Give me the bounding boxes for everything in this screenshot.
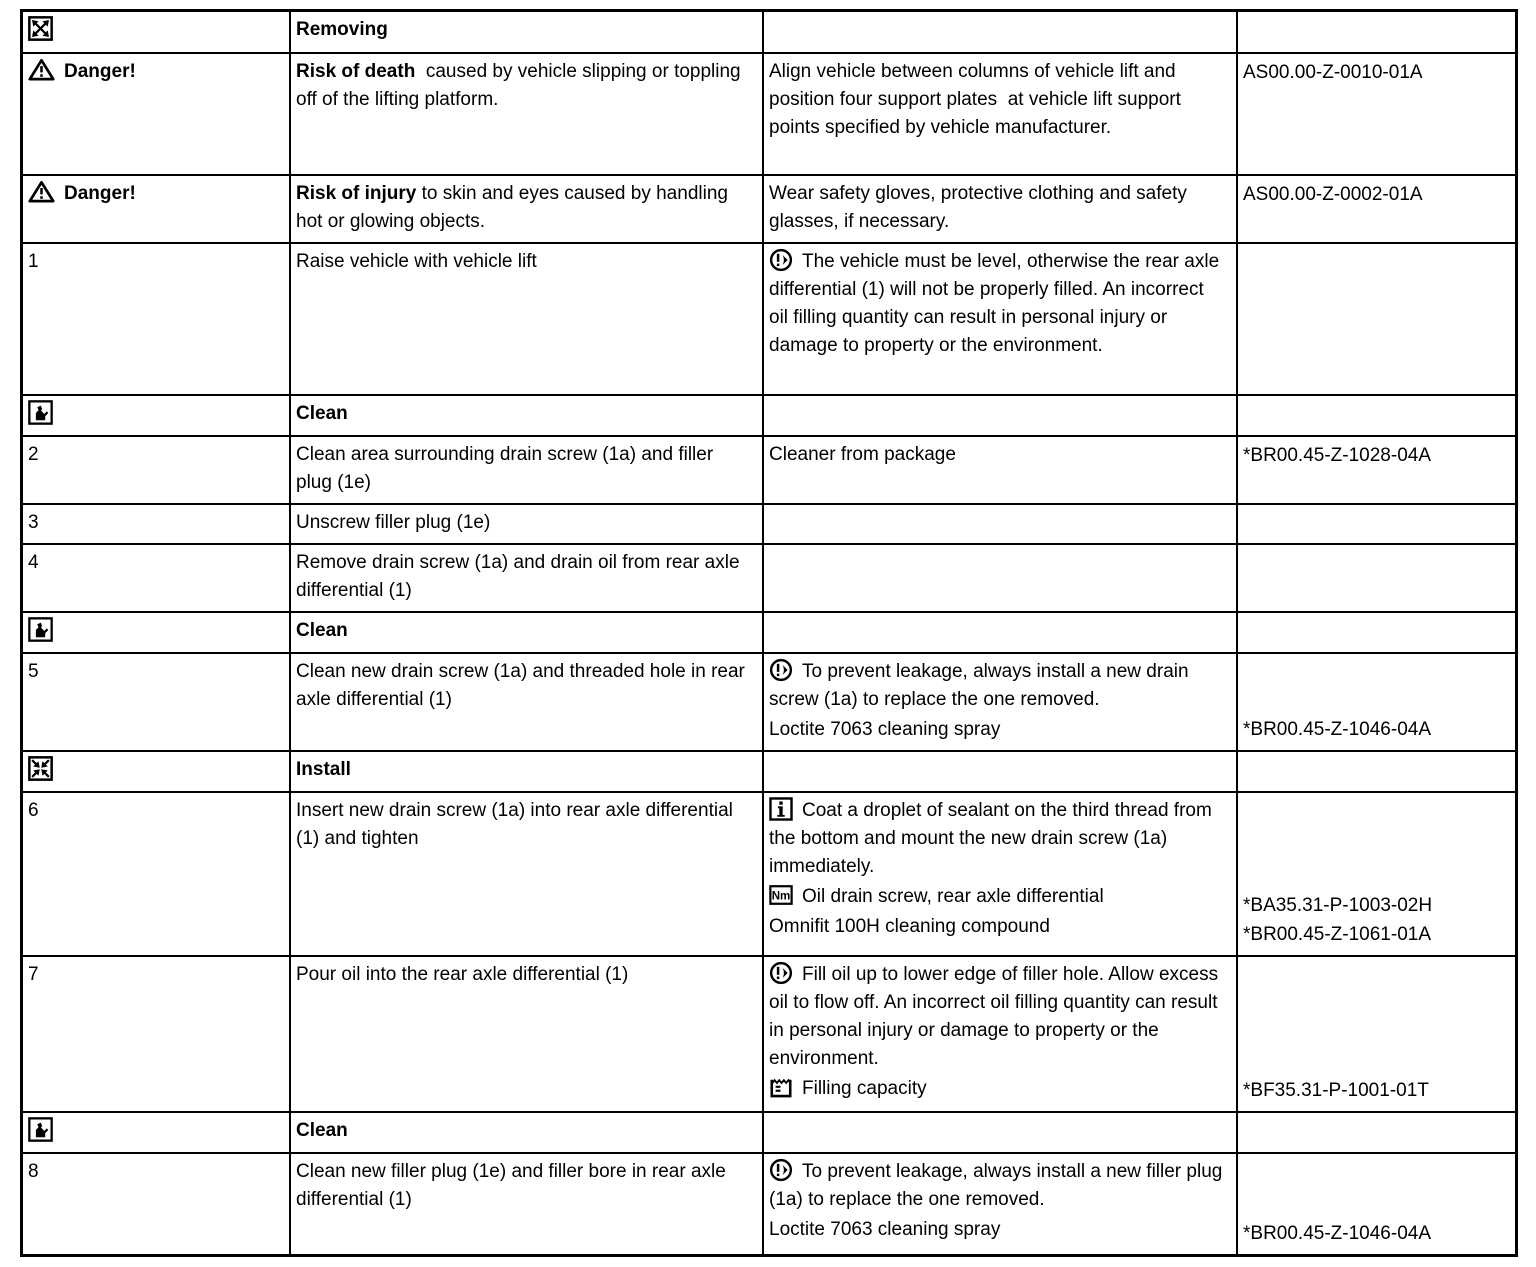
code-cell <box>1238 957 1515 1113</box>
section-title: Install <box>296 759 351 780</box>
step-number: 8 <box>28 1161 39 1182</box>
code-cell <box>1238 654 1515 752</box>
code-cell <box>1238 54 1515 176</box>
action-text <box>296 797 754 853</box>
document-code: AS00.00-Z-0010-01A <box>1243 62 1423 83</box>
procedure-row <box>23 505 1515 545</box>
section-row <box>23 396 1515 437</box>
action-segment: Clean area surrounding drain screw (1a) and filler plug (1e) <box>296 444 719 493</box>
action-text <box>296 658 754 714</box>
section-title: Removing <box>296 19 388 40</box>
action-segment: Clean new filler plug (1e) and filler bore in rear axle differential (1) <box>296 1161 732 1210</box>
info-block <box>769 913 1228 941</box>
info-cell <box>764 54 1238 176</box>
remove-arrows-icon <box>28 16 53 41</box>
clean-spray-icon <box>28 1117 53 1142</box>
attention-note-icon <box>769 1158 793 1182</box>
step-number: 2 <box>28 444 39 465</box>
step-number-cell <box>23 793 291 957</box>
info-block <box>769 180 1228 236</box>
section-title: Clean <box>296 403 348 424</box>
action-segment: Remove drain screw (1a) and drain oil from rear axle differential (1) <box>296 552 745 601</box>
code-list <box>1243 1219 1507 1248</box>
info-cell <box>764 396 1238 437</box>
info-cell <box>764 12 1238 54</box>
action-cell <box>291 957 764 1113</box>
danger-triangle-icon <box>28 58 55 82</box>
action-text <box>296 1158 754 1214</box>
code-cell <box>1238 12 1515 54</box>
action-segment: caused by vehicle slipping or toppling off of the lifting platform. <box>296 61 746 110</box>
info-text: Fill oil up to lower edge of filler hole. Allow excess oil to flow off. An incorrect oil filling quantity can result in personal injury or damage to property or the environment. <box>769 964 1224 1069</box>
action-cell <box>291 176 764 244</box>
code-cell <box>1238 437 1515 505</box>
action-segment: Risk of injury <box>296 183 417 204</box>
action-cell <box>291 505 764 545</box>
action-segment: Clean new drain screw (1a) and threaded hole in rear axle differential (1) <box>296 661 751 710</box>
procedure-row <box>23 545 1515 613</box>
info-cell <box>764 613 1238 654</box>
info-block <box>769 441 1228 469</box>
section-row <box>23 12 1515 54</box>
code-cell <box>1238 1154 1515 1254</box>
torque-nm-icon <box>769 883 793 907</box>
action-segment: Pour oil into the rear axle differential (1) <box>296 964 629 985</box>
procedure-row <box>23 654 1515 752</box>
code-cell <box>1238 244 1515 396</box>
document-code: *BR00.45-Z-1046-04A <box>1243 719 1431 740</box>
info-text: Cleaner from package <box>769 444 956 465</box>
info-text: Coat a droplet of sealant on the third thread from the bottom and mount the new drain screw (1a) immediately. <box>769 800 1218 877</box>
step-number: 4 <box>28 552 39 573</box>
step-number: 3 <box>28 512 39 533</box>
action-cell <box>291 793 764 957</box>
step-number-cell <box>23 654 291 752</box>
info-cell <box>764 176 1238 244</box>
action-cell <box>291 1113 764 1154</box>
filling-capacity-icon <box>769 1075 793 1099</box>
procedure-row <box>23 244 1515 396</box>
info-cell <box>764 793 1238 957</box>
document-code: *BF35.31-P-1001-01T <box>1243 1080 1429 1101</box>
section-icon-cell <box>23 752 291 793</box>
info-cell <box>764 545 1238 613</box>
info-block <box>769 658 1228 714</box>
attention-note-icon <box>769 248 793 272</box>
step-number-cell <box>23 505 291 545</box>
attention-note-icon <box>769 961 793 985</box>
document-code: *BR00.45-Z-1046-04A <box>1243 1223 1431 1244</box>
step-number: 5 <box>28 661 39 682</box>
info-text: To prevent leakage, always install a new filler plug (1a) to replace the one removed. <box>769 1161 1228 1210</box>
action-text <box>296 180 754 236</box>
info-block <box>769 797 1228 881</box>
info-text: Align vehicle between columns of vehicle lift and position four support plates at vehicle lift support points specified by vehicle manufacturer. <box>769 61 1187 138</box>
info-block <box>769 961 1228 1073</box>
action-segment: Risk of death <box>296 61 416 82</box>
action-cell <box>291 752 764 793</box>
info-cell <box>764 1113 1238 1154</box>
info-block <box>769 248 1228 360</box>
info-text: Omnifit 100H cleaning compound <box>769 916 1050 937</box>
action-text <box>296 549 754 605</box>
step-number-cell <box>23 437 291 505</box>
step-number-cell <box>23 1154 291 1254</box>
document-code: *BR00.45-Z-1061-01A <box>1243 924 1431 945</box>
action-cell <box>291 1154 764 1254</box>
action-segment: Insert new drain screw (1a) into rear axle differential (1) and tighten <box>296 800 739 849</box>
section-row <box>23 1113 1515 1154</box>
info-icon <box>769 797 793 821</box>
action-cell <box>291 613 764 654</box>
info-cell <box>764 752 1238 793</box>
step-number: 7 <box>28 964 39 985</box>
step-number: 6 <box>28 800 39 821</box>
code-cell <box>1238 752 1515 793</box>
procedure-row <box>23 793 1515 957</box>
danger-cell <box>23 176 291 244</box>
svg-text:Nm: Nm <box>771 890 791 903</box>
document-code: *BR00.45-Z-1028-04A <box>1243 445 1431 466</box>
code-cell <box>1238 505 1515 545</box>
action-cell <box>291 545 764 613</box>
code-cell <box>1238 545 1515 613</box>
attention-note-icon <box>769 658 793 682</box>
info-text: Loctite 7063 cleaning spray <box>769 1219 1001 1240</box>
code-cell <box>1238 1113 1515 1154</box>
danger-triangle-icon <box>28 180 55 204</box>
action-segment: to skin and eyes caused by handling hot or glowing objects. <box>296 183 734 232</box>
procedure-row <box>23 437 1515 505</box>
procedure-row <box>23 176 1515 244</box>
section-icon-cell <box>23 396 291 437</box>
action-text <box>296 441 754 497</box>
info-cell <box>764 244 1238 396</box>
info-text: Loctite 7063 cleaning spray <box>769 719 1001 740</box>
procedure-row <box>23 957 1515 1113</box>
action-segment: Raise vehicle with vehicle lift <box>296 251 537 272</box>
action-cell <box>291 244 764 396</box>
action-cell <box>291 12 764 54</box>
step-number-cell <box>23 244 291 396</box>
section-title: Clean <box>296 1120 348 1141</box>
section-icon-cell <box>23 613 291 654</box>
info-cell <box>764 505 1238 545</box>
procedure-row <box>23 54 1515 176</box>
document-code: AS00.00-Z-0002-01A <box>1243 184 1423 205</box>
info-block <box>769 1158 1228 1214</box>
action-segment: Unscrew filler plug (1e) <box>296 512 491 533</box>
section-icon-cell <box>23 1113 291 1154</box>
step-number: 1 <box>28 251 39 272</box>
danger-label: Danger! <box>64 183 136 204</box>
code-cell <box>1238 613 1515 654</box>
procedure-row <box>23 1154 1515 1254</box>
info-block <box>769 716 1228 744</box>
action-cell <box>291 54 764 176</box>
info-block <box>769 883 1228 911</box>
code-cell <box>1238 793 1515 957</box>
install-arrows-icon <box>28 756 53 781</box>
code-list <box>1243 715 1507 744</box>
info-cell <box>764 957 1238 1113</box>
info-text: Oil drain screw, rear axle differential <box>802 886 1104 907</box>
procedure-table <box>20 9 1518 1257</box>
code-list <box>1243 441 1507 470</box>
info-text: Wear safety gloves, protective clothing and safety glasses, if necessary. <box>769 183 1193 232</box>
danger-label: Danger! <box>64 61 136 82</box>
action-text <box>296 961 754 989</box>
code-cell <box>1238 176 1515 244</box>
action-cell <box>291 437 764 505</box>
section-title: Clean <box>296 620 348 641</box>
code-list <box>1243 1076 1507 1105</box>
step-number-cell <box>23 545 291 613</box>
info-text: To prevent leakage, always install a new drain screw (1a) to replace the one removed. <box>769 661 1194 710</box>
code-list <box>1243 58 1507 87</box>
step-number-cell <box>23 957 291 1113</box>
section-row <box>23 752 1515 793</box>
code-list <box>1243 891 1507 949</box>
info-cell <box>764 654 1238 752</box>
document-code: *BA35.31-P-1003-02H <box>1243 895 1433 916</box>
info-block <box>769 58 1228 142</box>
info-text: Filling capacity <box>802 1078 927 1099</box>
info-text: The vehicle must be level, otherwise the rear axle differential (1) will not be properly filled. An incorrect oil filling quantity can result in personal injury or damage to property or the environment. <box>769 251 1225 356</box>
action-text <box>296 509 754 537</box>
clean-spray-icon <box>28 400 53 425</box>
info-block <box>769 1075 1228 1103</box>
clean-spray-icon <box>28 617 53 642</box>
info-cell <box>764 437 1238 505</box>
section-row <box>23 613 1515 654</box>
action-text <box>296 58 754 114</box>
action-cell <box>291 654 764 752</box>
action-cell <box>291 396 764 437</box>
info-cell <box>764 1154 1238 1254</box>
code-cell <box>1238 396 1515 437</box>
info-block <box>769 1216 1228 1244</box>
code-list <box>1243 180 1507 209</box>
action-text <box>296 248 754 276</box>
section-icon-cell <box>23 12 291 54</box>
danger-cell <box>23 54 291 176</box>
